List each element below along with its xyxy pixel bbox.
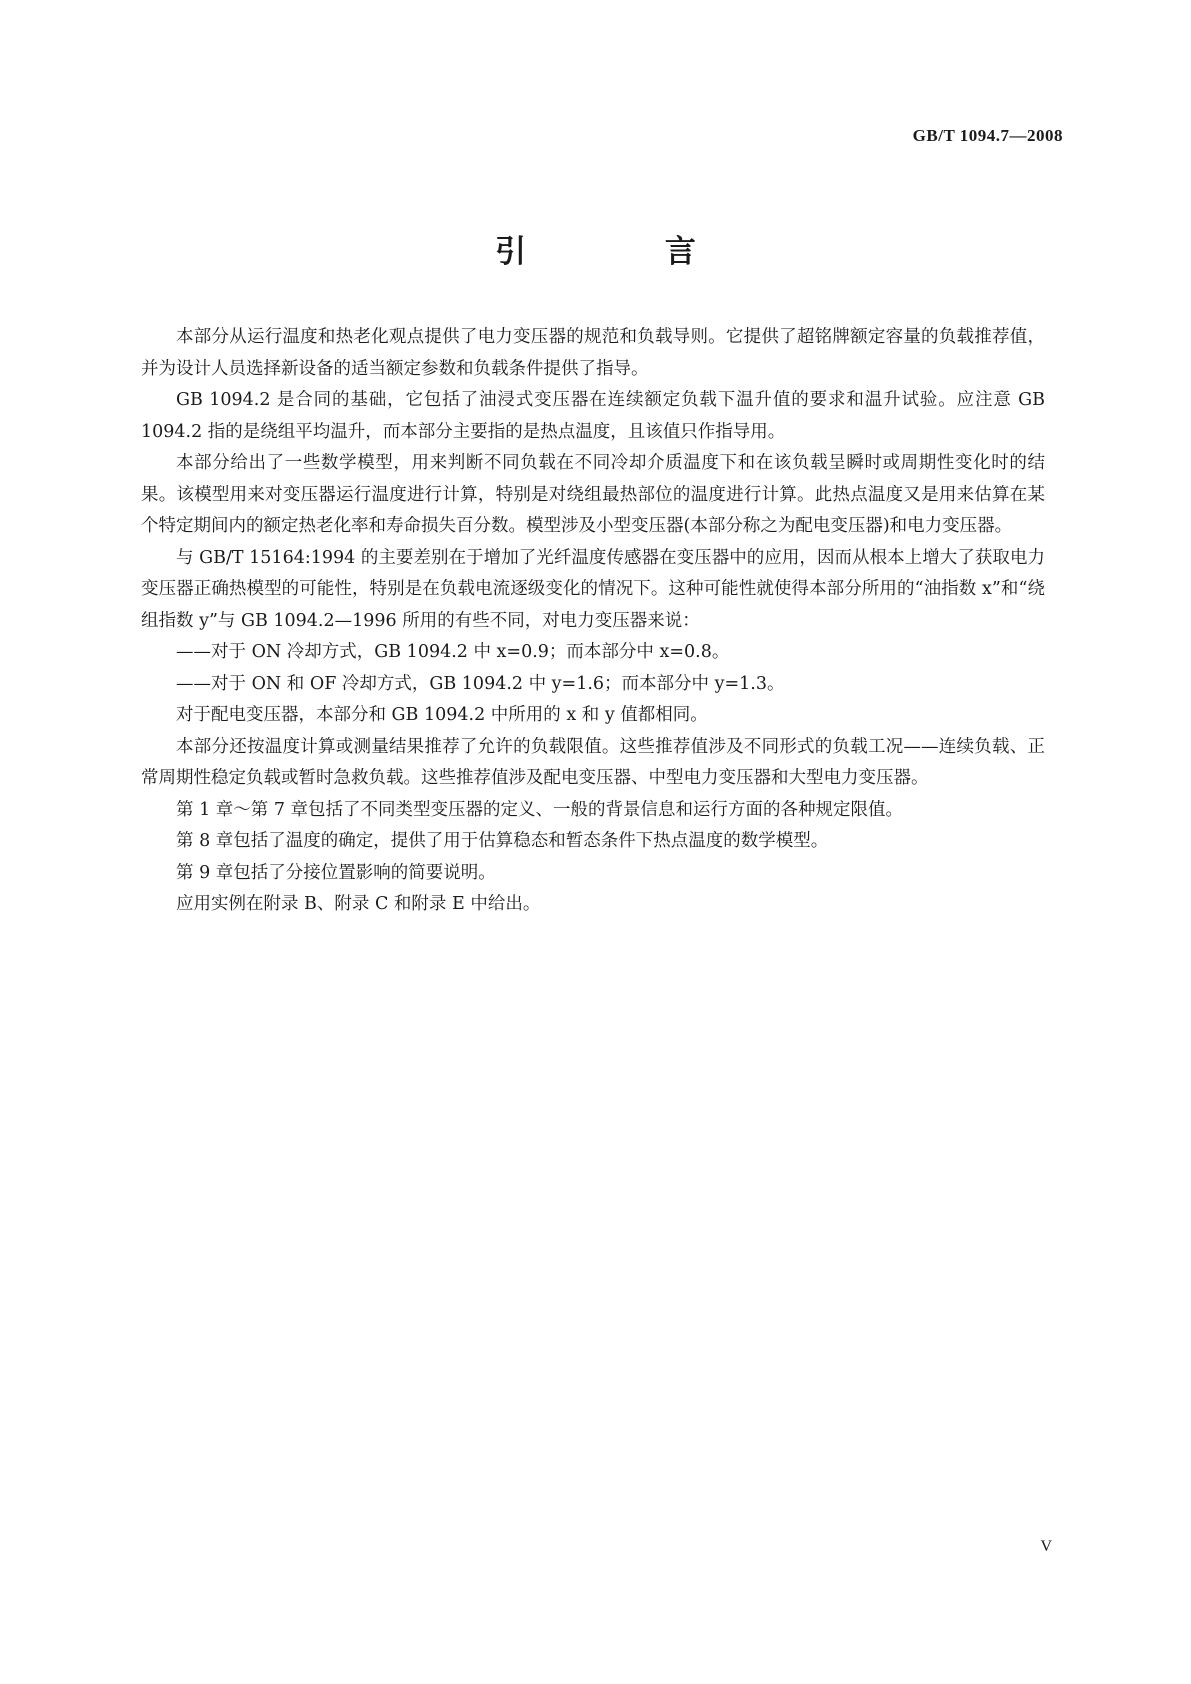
page-title: 引 言	[495, 234, 760, 270]
paragraph: 应用实例在附录 B、附录 C 和附录 E 中给出。	[176, 894, 541, 914]
paragraph: 对于配电变压器，本部分和 GB 1094.2 中所用的 x 和 y 值都相同。	[176, 705, 708, 725]
paragraph: 第 9 章包括了分接位置影响的简要说明。	[176, 862, 496, 883]
paragraph: 本部分还按温度计算或测量结果推荐了允许的负载限值。这些推荐值涉及不同形式的负载工况——连续负载、正常周期性稳定负载或暂时急救负载。这些推荐值涉及配电变压器、中型电力变压器和大型电力变压器。	[141, 736, 1045, 788]
paragraph: 本部分给出了一些数学模型，用来判断不同负载在不同冷却介质温度下和在该负载呈瞬时或周期性变化时的结果。该模型用来对变压器运行温度进行计算，特别是对绕组最热部位的温度进行计算。此热点温度又是用来估算在某个特定期间内的额定热老化率和寿命损失百分数。模型涉及小型变压器(本部分称之为配电变压器)和电力变压器。	[141, 453, 1045, 536]
list-item: ——对于 ON 和 OF 冷却方式，GB 1094.2 中 y=1.6；而本部分中 y=1.3。	[176, 673, 785, 694]
document-number: GB/T 1094.7—2008	[912, 126, 1063, 145]
paragraph: 与 GB/T 15164:1994 的主要差别在于增加了光纤温度传感器在变压器中的应用，因而从根本上增大了获取电力变压器正确热模型的可能性，特别是在负载电流逐级变化的情况下。这种可能性就使得本部分所用的“油指数 x”和“绕组指数 y”与 GB 1094.2—1996 所用的有些不同，对电力变压器来说：	[141, 547, 1045, 631]
page-number: V	[1040, 1538, 1052, 1555]
paragraph: 第 1 章～第 7 章包括了不同类型变压器的定义、一般的背景信息和运行方面的各种规定限值。	[176, 799, 904, 820]
list-item: ——对于 ON 冷却方式，GB 1094.2 中 x=0.9；而本部分中 x=0.8。	[176, 642, 730, 662]
introduction-body	[141, 322, 1045, 921]
paragraph: 本部分从运行温度和热老化观点提供了电力变压器的规范和负载导则。它提供了超铭牌额定容量的负载推荐值，并为设计人员选择新设备的适当额定参数和负载条件提供了指导。	[141, 327, 1045, 379]
paragraph: GB 1094.2 是合同的基础，它包括了油浸式变压器在连续额定负载下温升值的要求和温升试验。应注意 GB 1094.2 指的是绕组平均温升，而本部分主要指的是热点温度，且该值只作指导用。	[141, 390, 1045, 442]
paragraph: 第 8 章包括了温度的确定，提供了用于估算稳态和暂态条件下热点温度的数学模型。	[176, 831, 829, 851]
